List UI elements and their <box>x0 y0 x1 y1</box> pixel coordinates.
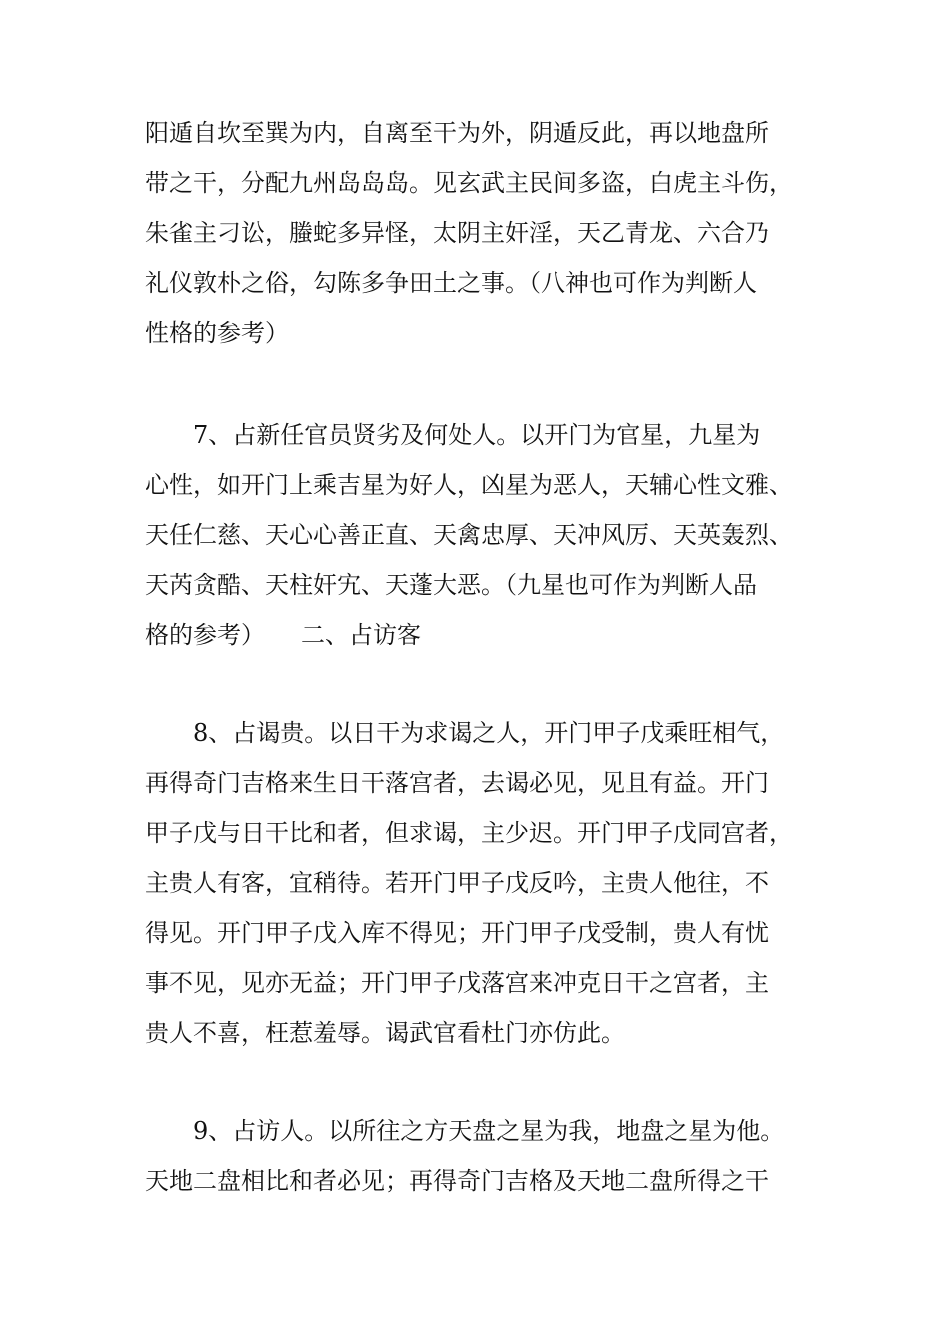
text-line: 贵人不喜，枉惹羞辱。谒武官看杜门亦仿此。 <box>145 1019 625 1047</box>
text-line: 带之干，分配九州岛岛岛。见玄武主民间多盗，白虎主斗伤， <box>145 169 793 197</box>
text-line: 性格的参考） <box>145 319 289 347</box>
text-line: 事不见，见亦无益；开门甲子戊落宫来冲克日干之宫者，主 <box>145 969 769 997</box>
text-line: 天芮贪酷、天柱奸宄、天蓬大恶。（九星也可作为判断人品 <box>145 571 757 599</box>
paragraph-bagua-eight-gods <box>145 108 825 358</box>
text-line: 甲子戊与日干比和者，但求谒，主少迟。开门甲子戊同宫者， <box>145 819 793 847</box>
paragraph-item-9 <box>145 1106 825 1206</box>
text-line: 天地二盘相比和者必见；再得奇门吉格及天地二盘所得之干 <box>145 1167 769 1195</box>
text-line: 心性，如开门上乘吉星为好人，凶星为恶人，天辅心性文雅、 <box>145 471 793 499</box>
text-line: 再得奇门吉格来生日干落宫者，去谒必见，见且有益。开门 <box>145 769 769 797</box>
text-line: 9、占访人。以所往之方天盘之星为我，地盘之星为他。 <box>193 1117 785 1145</box>
text-line: 格的参考） 二、占访客 <box>145 621 421 649</box>
paragraph-item-8 <box>145 708 825 1058</box>
text-line: 8、占谒贵。以日干为求谒之人，开门甲子戊乘旺相气， <box>193 719 785 747</box>
text-line: 主贵人有客，宜稍待。若开门甲子戊反吟，主贵人他往，不 <box>145 869 769 897</box>
text-line: 礼仪敦朴之俗，勾陈多争田土之事。（八神也可作为判断人 <box>145 269 757 297</box>
text-line: 朱雀主刁讼，螣蛇多异怪，太阴主奸淫，天乙青龙、六合乃 <box>145 219 769 247</box>
text-line: 7、占新任官员贤劣及何处人。以开门为官星，九星为 <box>193 421 761 449</box>
paragraph-item-7 <box>145 410 825 660</box>
text-line: 天任仁慈、天心心善正直、天禽忠厚、天冲风厉、天英轰烈、 <box>145 521 793 549</box>
text-line: 得见。开门甲子戊入库不得见；开门甲子戊受制，贵人有忧 <box>145 919 769 947</box>
text-line: 阳遁自坎至巽为内，自离至干为外，阴遁反此，再以地盘所 <box>145 119 769 147</box>
